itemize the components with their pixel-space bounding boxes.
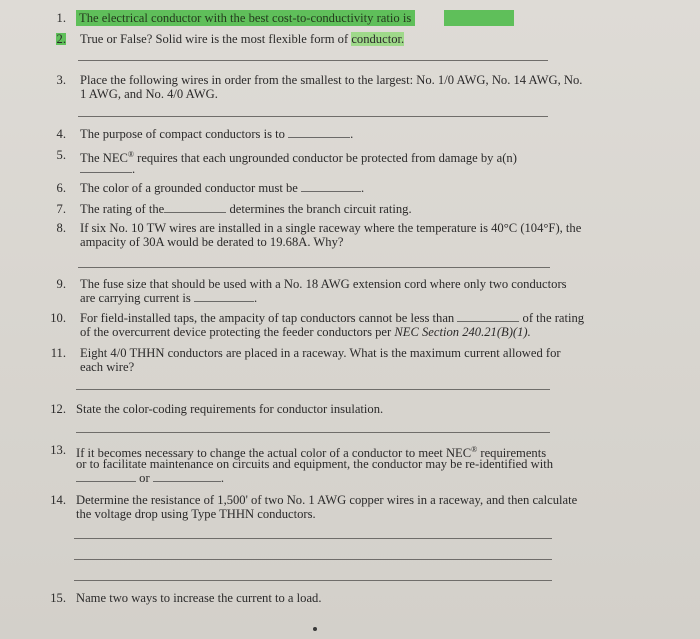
fill-in-blank: [301, 181, 361, 192]
question-text-cont: the voltage drop using Type THHN conductors.: [76, 507, 316, 521]
answer-line: [76, 432, 550, 433]
question-number: 11.: [50, 346, 66, 360]
answer-line: [78, 60, 548, 61]
question-number: 12.: [50, 402, 66, 416]
answer-line: [74, 538, 552, 539]
question-text: If six No. 10 TW wires are installed in a single raceway where the temperature is 40°C (104°F), the: [80, 221, 582, 235]
question-number: 14.: [50, 493, 66, 507]
answer-line: [74, 580, 552, 581]
question-9: [40, 277, 660, 307]
question-2: [40, 31, 520, 47]
question-4: [40, 127, 540, 143]
question-number: 3.: [56, 73, 66, 87]
question-text: The purpose of compact conductors is to .: [80, 127, 354, 141]
question-text-cont: or .: [76, 471, 224, 485]
question-text-cont: .: [80, 162, 135, 176]
question-7: [40, 202, 540, 218]
question-12: [40, 402, 540, 418]
question-text: Determine the resistance of 1,500' of two No. 1 AWG copper wires in a raceway, and then calculate: [76, 493, 578, 507]
question-text: Eight 4/0 THHN conductors are placed in a raceway. What is the maximum current allowed for: [80, 346, 561, 360]
question-text-cont: or to facilitate maintenance on circuits and equipment, the conductor may be re-identified with: [76, 457, 553, 471]
question-text-cont: 1 AWG, and No. 4/0 AWG.: [80, 87, 218, 101]
answer-line: [74, 559, 552, 560]
question-text: The NEC® requires that each ungrounded conductor be protected from damage by a(n): [80, 150, 517, 166]
question-number: 7.: [56, 202, 66, 216]
question-number: 9.: [56, 277, 66, 291]
question-number: 13.: [50, 443, 66, 457]
question-text-cont: each wire?: [80, 360, 135, 374]
question-text: Name two ways to increase the current to a load.: [76, 591, 322, 605]
question-text: If it becomes necessary to change the actual color of a conductor to meet NEC® requirements: [76, 445, 547, 461]
question-number: 6.: [56, 181, 66, 195]
fill-in-blank: [164, 202, 226, 213]
question-text: The color of a grounded conductor must be .: [80, 181, 365, 195]
question-number: 1.: [56, 11, 66, 25]
question-15: [40, 591, 540, 607]
question-number: 4.: [56, 127, 66, 141]
highlighted-blank: [444, 10, 514, 26]
question-number: 15.: [50, 591, 66, 605]
question-6: [40, 181, 540, 197]
question-text: The rating of the determines the branch circuit rating.: [80, 202, 412, 216]
question-10: [40, 311, 660, 341]
fill-in-blank: [457, 311, 519, 322]
question-number: 10.: [50, 311, 66, 325]
fill-in-blank: [153, 471, 221, 482]
question-text: The electrical conductor with the best cost-to-conductivity ratio is: [76, 10, 415, 26]
fill-in-blank: [194, 291, 254, 302]
question-number: 2.: [56, 32, 66, 46]
question-text-cont: ampacity of 30A would be derated to 19.68A. Why?: [80, 235, 344, 249]
question-text-cont: are carrying current is .: [80, 291, 258, 305]
question-text: For field-installed taps, the ampacity of tap conductors cannot be less than of the rating: [80, 311, 585, 325]
question-text: The fuse size that should be used with a No. 18 AWG extension cord where only two conductors: [80, 277, 567, 291]
fill-in-blank: [76, 471, 136, 482]
answer-line: [78, 267, 550, 268]
question-5: [40, 148, 600, 178]
fill-in-blank: [288, 127, 350, 138]
question-8: [40, 221, 660, 251]
question-text: State the color-coding requirements for conductor insulation.: [76, 402, 384, 416]
question-number: 8.: [56, 221, 66, 235]
bullet-dot: [313, 627, 317, 631]
answer-line: [76, 389, 550, 390]
question-14: [40, 493, 680, 523]
fill-in-blank: [80, 162, 132, 173]
question-1: [40, 10, 520, 26]
question-11: [40, 346, 660, 376]
question-text: Place the following wires in order from the smallest to the largest: No. 1/0 AWG, No. 14 AWG, No.: [80, 73, 583, 87]
question-text: True or False? Solid wire is the most flexible form of conductor.: [80, 32, 405, 46]
answer-line: [78, 116, 548, 117]
question-3: [40, 73, 660, 103]
question-number: 5.: [56, 148, 66, 162]
question-text-cont: of the overcurrent device protecting the feeder conductors per NEC Section 240.21(B)(1).: [80, 325, 531, 339]
question-13: [40, 443, 660, 487]
